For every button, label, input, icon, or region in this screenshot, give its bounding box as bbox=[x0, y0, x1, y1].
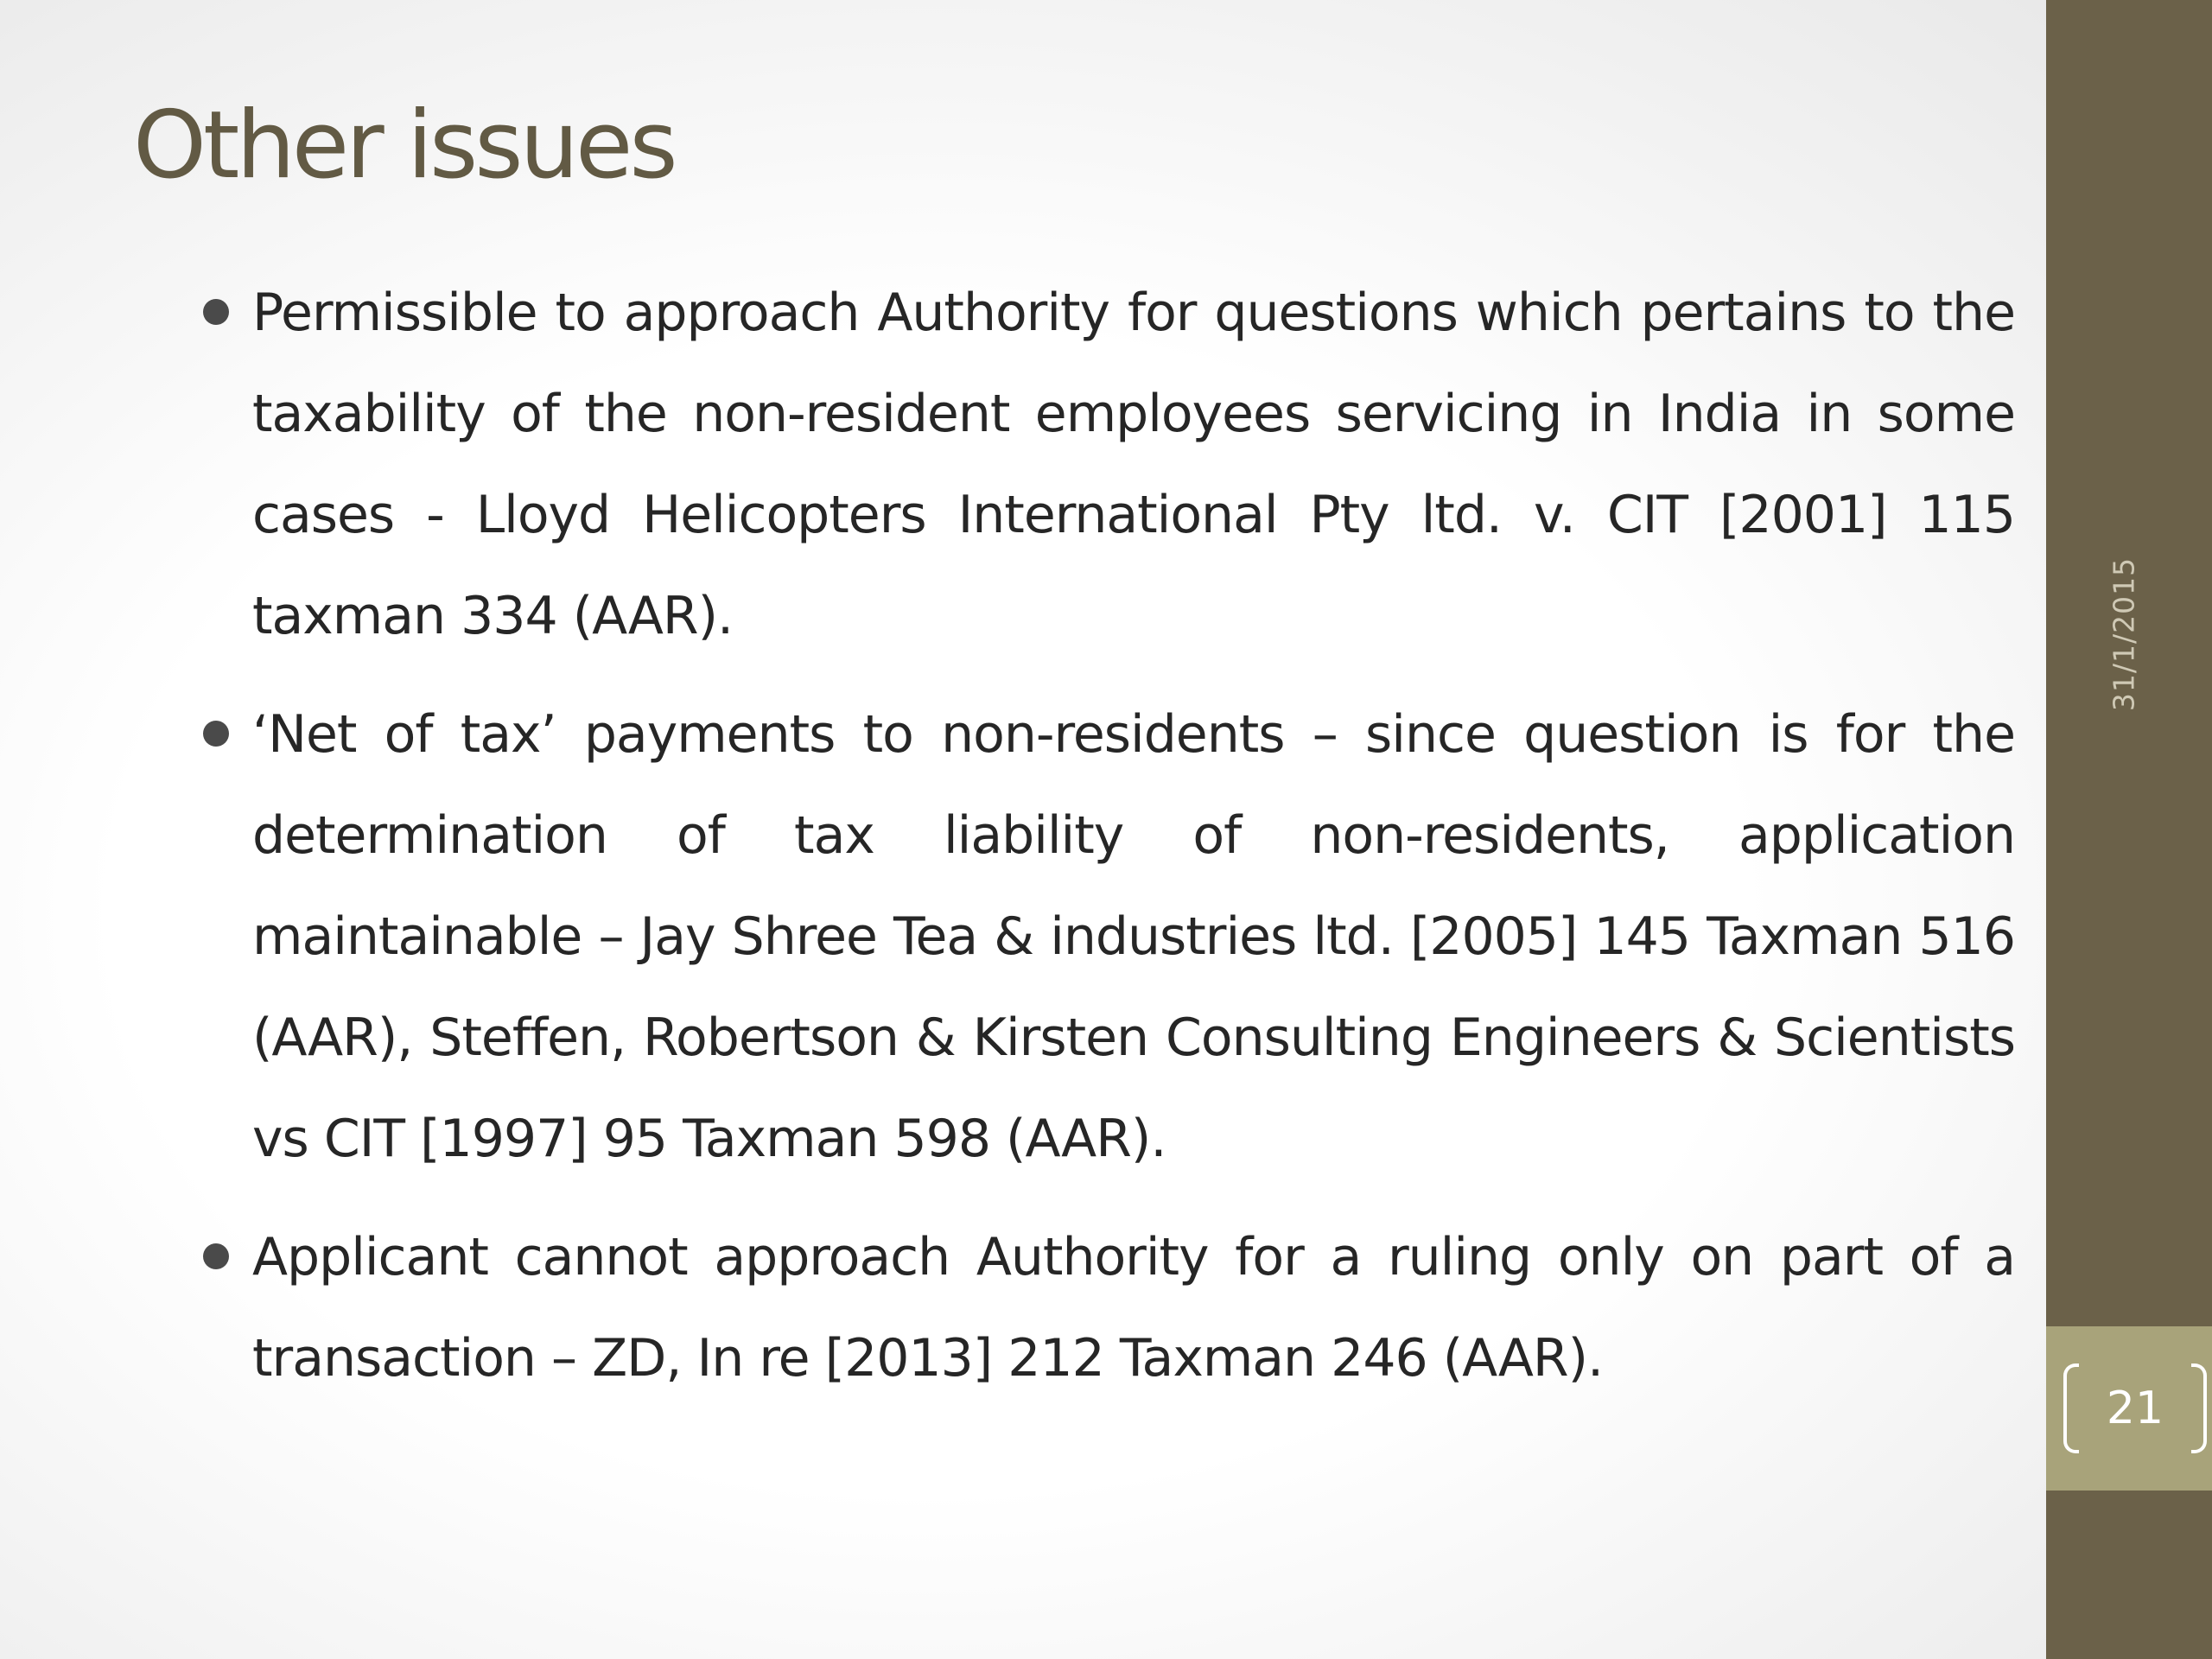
bullet-dot-icon bbox=[203, 1243, 229, 1269]
bullet-dot-icon bbox=[203, 721, 229, 747]
bullet-item bbox=[194, 684, 2015, 1190]
bullet-item bbox=[194, 1207, 2015, 1409]
slide-title: Other issues bbox=[133, 92, 675, 200]
page-number-box bbox=[2046, 1326, 2212, 1491]
bullet-text: ‘Net of tax’ payments to non-residents – since question is for the determination of tax liability of non-residents, application maintainable – Jay Shree Tea & industries ltd. [2005] 145 Taxman 516 (AAR), Steffen, Robertson & Kirsten Consulting Engineers & Scientists vs CIT [1997] 95 Taxman 598 (AAR). bbox=[252, 704, 2015, 1169]
page-number: 21 bbox=[2106, 1382, 2164, 1434]
bullet-dot-icon bbox=[203, 299, 229, 325]
bullet-text: Applicant cannot approach Authority for a ruling only on part of a transaction – ZD, In re [2013] 212 Taxman 246 (AAR). bbox=[252, 1227, 2015, 1389]
bullet-text: Permissible to approach Authority for questions which pertains to the taxability of the non-resident employees servicing in India in some cases - Lloyd Helicopters International Pty ltd. v. CIT [2001] 115 taxman 334 (AAR). bbox=[252, 283, 2015, 646]
bullet-list bbox=[194, 263, 2015, 1427]
slide-date: 31/1/2015 bbox=[2107, 556, 2141, 712]
bullet-item bbox=[194, 263, 2015, 667]
